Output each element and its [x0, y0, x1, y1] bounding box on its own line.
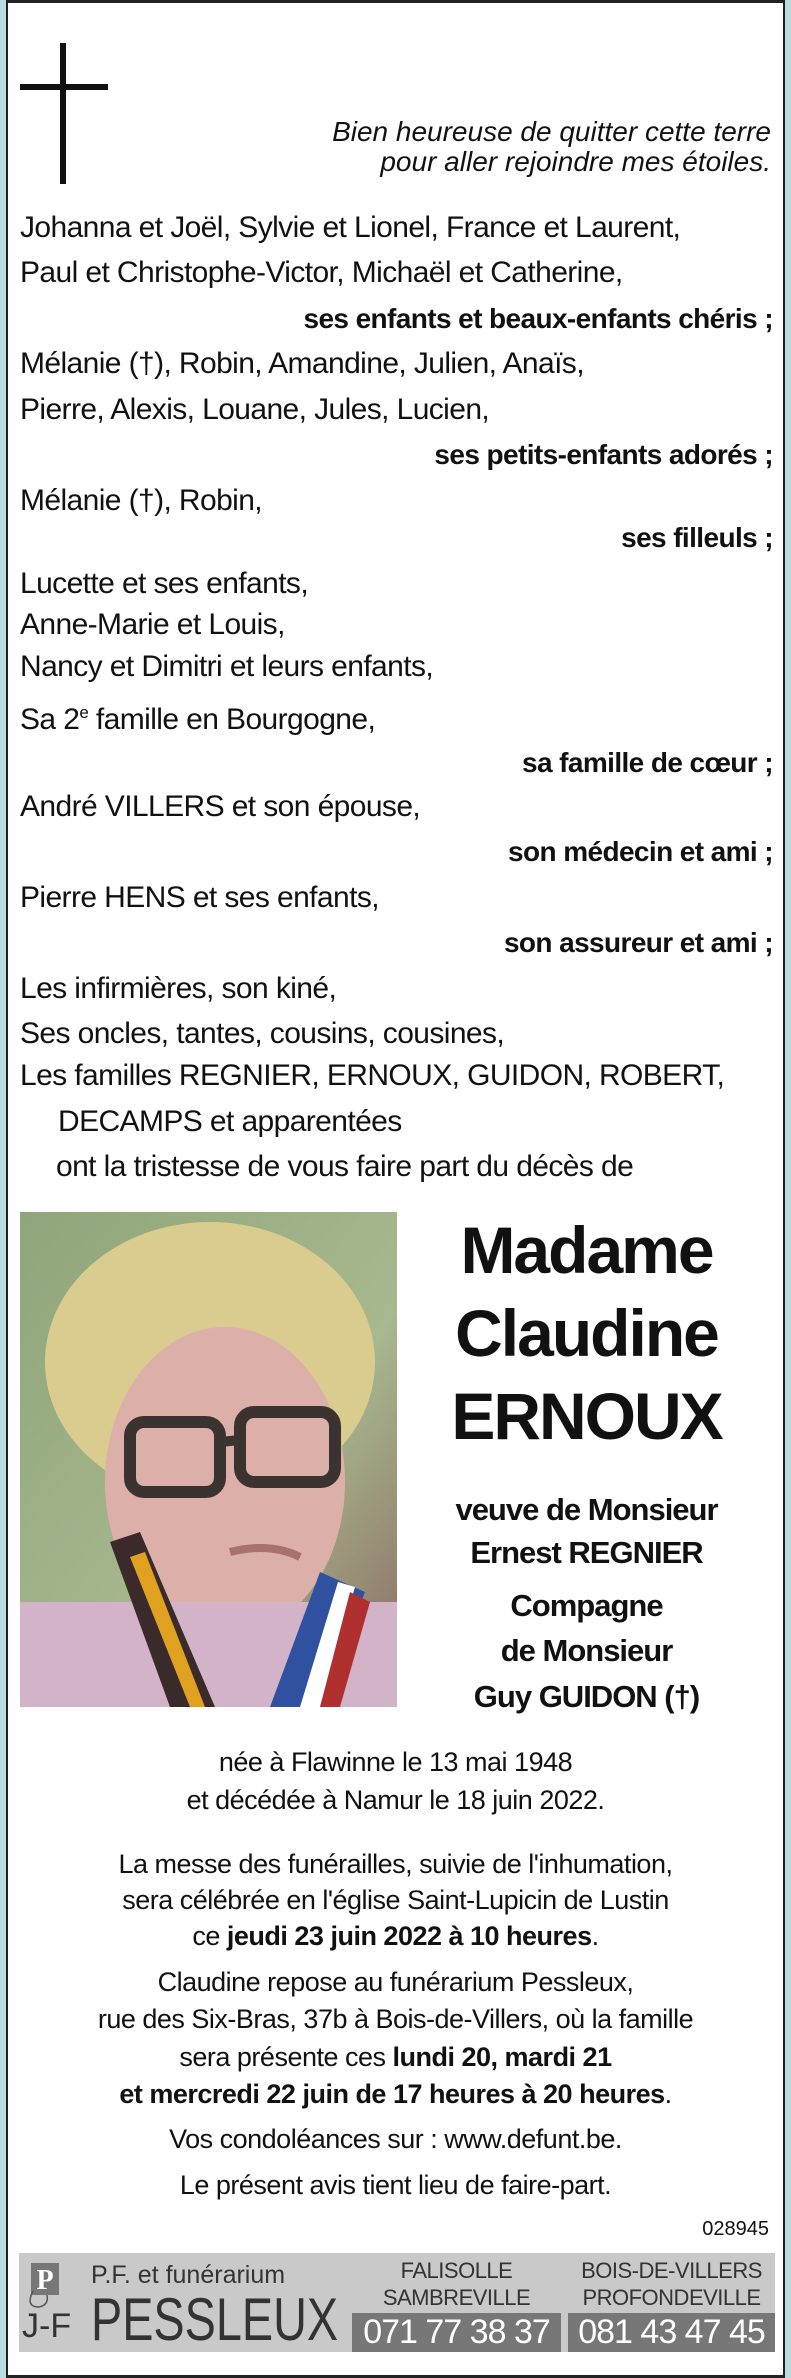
family-line: Pierre, Alexis, Louane, Jules, Lucien,: [20, 393, 490, 426]
rest-info: [14, 2038, 777, 2076]
visiting-hours: et mercredi 22 juin de 17 heures à 20 heures: [119, 2079, 665, 2109]
rest-info: Claudine repose au funérarium Pessleux,: [157, 1967, 634, 1997]
family-line: Lucette et ses enfants,: [20, 567, 309, 600]
rest-text: sera présente ces: [179, 2042, 393, 2072]
motto-line-1: Bien heureuse de quitter cette terre: [332, 116, 771, 147]
deceased-last-name: ERNOUX: [451, 1379, 722, 1453]
deceased-first-name: Claudine: [455, 1296, 718, 1370]
condolences-link[interactable]: Vos condoléances sur : www.defunt.be.: [169, 2124, 622, 2154]
announcement-line: ont la tristesse de vous faire part du décès de: [56, 1150, 634, 1183]
cross-horizontal: [20, 84, 108, 90]
family-line: Ses oncles, tantes, cousins, cousines,: [20, 1017, 505, 1050]
notice-text: Le présent avis tient lieu de faire-part.: [179, 2170, 612, 2200]
rest-info: rue des Six-Bras, 37b à Bois-de-Villers, où la famille: [97, 2004, 694, 2034]
mass-text: ce: [192, 1921, 227, 1951]
svg-text:P: P: [36, 2265, 54, 2296]
superscript: e: [79, 703, 89, 722]
phone-bois-de-villers[interactable]: 081 43 47 45: [568, 2313, 775, 2352]
location-falisolle: FALISOLLE: [400, 2258, 513, 2283]
location-bois-de-villers: BOIS-DE-VILLERS: [581, 2258, 762, 2283]
visiting-days: lundi 20, mardi 21: [392, 2042, 612, 2072]
relation-label: ses petits-enfants adorés ;: [434, 439, 773, 470]
funeral-home-prefix: J-F: [22, 2307, 72, 2345]
phone-falisolle[interactable]: 071 77 38 37: [352, 2313, 561, 2352]
relation-label: sa famille de cœur ;: [522, 747, 773, 778]
relation-label: son médecin et ami ;: [508, 836, 773, 867]
family-line: Johanna et Joël, Sylvie et Lionel, France et Laurent,: [20, 211, 681, 244]
birth-info: née à Flawinne le 13 mai 1948: [218, 1747, 573, 1777]
family-text: famille en Bourgogne,: [88, 703, 376, 736]
mass-info: La messe des funérailles, suivie de l'inhumation,: [118, 1849, 673, 1879]
death-info: et décédée à Namur le 18 juin 2022.: [186, 1785, 605, 1815]
mass-info: sera célébrée en l'église Saint-Lupicin de Lustin: [122, 1885, 669, 1915]
location-profondeville: PROFONDEVILLE: [582, 2285, 761, 2310]
funeral-home-subtitle: P.F. et funérarium: [91, 2261, 286, 2289]
mass-date: jeudi 23 juin 2022 à 10 heures: [226, 1921, 592, 1951]
widow-line: Ernest REGNIER: [470, 1535, 703, 1570]
funeral-home-name: PESSLEUX: [91, 2286, 339, 2353]
family-line: Mélanie (†), Robin,: [20, 484, 263, 517]
motto-line-2: pour aller rejoindre mes étoiles.: [380, 146, 771, 177]
rest-info: [14, 2075, 777, 2113]
family-line: [20, 690, 773, 735]
family-line: Anne-Marie et Louis,: [20, 608, 285, 641]
family-line: DECAMPS et apparentées: [58, 1105, 402, 1138]
partner-line: de Monsieur: [500, 1633, 673, 1668]
family-line: Pierre HENS et ses enfants,: [20, 881, 379, 914]
partner-line: Guy GUIDON (†): [473, 1679, 700, 1714]
family-line: Nancy et Dimitri et leurs enfants,: [20, 650, 434, 683]
deceased-photo: [20, 1212, 397, 1707]
reference-number: 028945: [702, 2218, 769, 2240]
funeral-home-banner: [19, 2253, 775, 2352]
mass-text: .: [591, 1921, 599, 1951]
family-line: Les infirmières, son kiné,: [20, 972, 337, 1005]
relation-label: ses filleuls ;: [621, 522, 773, 553]
family-text: Sa 2: [20, 703, 80, 736]
family-line: Paul et Christophe-Victor, Michaël et Catherine,: [20, 256, 623, 289]
cross-vertical: [60, 43, 66, 184]
pessleux-logo-icon: [25, 2261, 65, 2311]
widow-line: veuve de Monsieur: [455, 1492, 718, 1527]
family-line: Les familles REGNIER, ERNOUX, GUIDON, ROBERT,: [20, 1059, 725, 1092]
mass-info: [14, 1917, 777, 1955]
deceased-title: Madame: [460, 1213, 713, 1287]
partner-line: Compagne: [510, 1588, 663, 1623]
family-line: Mélanie (†), Robin, Amandine, Julien, Anaïs,: [20, 347, 584, 380]
family-line: André VILLERS et son épouse,: [20, 790, 421, 823]
relation-label: son assureur et ami ;: [503, 927, 773, 958]
rest-text: .: [664, 2079, 672, 2109]
location-sambreville: SAMBREVILLE: [382, 2285, 531, 2310]
relation-label: ses enfants et beaux-enfants chéris ;: [303, 303, 773, 334]
